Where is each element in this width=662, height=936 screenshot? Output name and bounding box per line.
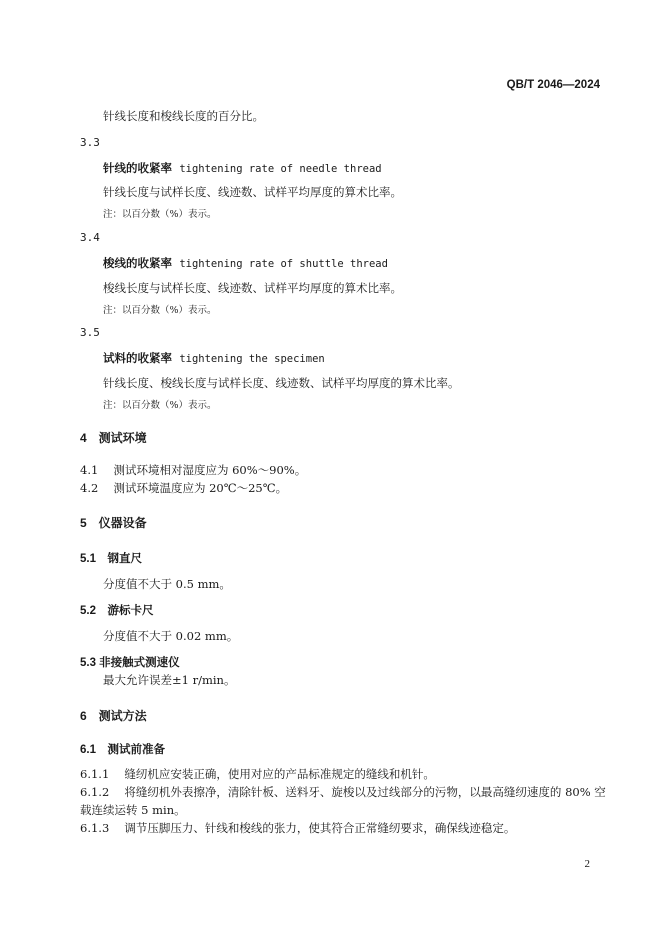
clause-6-1-3 xyxy=(80,820,515,836)
term-en: tightening rate of shuttle thread xyxy=(179,258,388,270)
term-cn: 试料的收紧率 xyxy=(103,353,172,365)
clause-number: 4.2 xyxy=(80,481,99,495)
term-en: tightening rate of needle thread xyxy=(179,163,382,175)
clause-number-3-4: 3.4 xyxy=(80,231,100,244)
note-3-5: 注：以百分数（%）表示。 xyxy=(103,400,217,411)
standard-code: QB/T 2046—2024 xyxy=(506,79,600,91)
clause-number: 6.1.1 xyxy=(80,767,110,781)
term-3-3 xyxy=(103,160,382,176)
paragraph-3-2-continuation: 针线长度和梭线长度的百分比。 xyxy=(103,109,264,123)
clause-number-3-5: 3.5 xyxy=(80,326,100,339)
clause-4-1 xyxy=(80,462,306,478)
clause-text: 测试环境相对湿度应为 60%～90%。 xyxy=(113,463,307,477)
clause-number: 6.1.3 xyxy=(80,821,110,835)
section-heading-4: 4 测试环境 xyxy=(80,431,147,445)
subsection-heading-6-1: 6.1 测试前准备 xyxy=(80,744,165,756)
section-heading-6: 6 测试方法 xyxy=(80,709,147,723)
text-5-3: 最大允许误差±1 r/min。 xyxy=(103,673,236,687)
subsection-heading-5-1: 5.1 钢直尺 xyxy=(80,553,142,565)
clause-text: 调节压脚压力、针线和梭线的张力，使其符合正常缝纫要求，确保线迹稳定。 xyxy=(124,821,516,835)
definition-3-4: 梭线长度与试样长度、线迹数、试样平均厚度的算术比率。 xyxy=(103,281,402,295)
clause-number-3-3: 3.3 xyxy=(80,136,100,149)
term-en: tightening the specimen xyxy=(179,353,325,365)
definition-3-5: 针线长度、梭线长度与试样长度、线迹数、试样平均厚度的算术比率。 xyxy=(103,376,460,390)
clause-number: 4.1 xyxy=(80,463,99,477)
term-cn: 针线的收紧率 xyxy=(103,163,172,175)
definition-3-3: 针线长度与试样长度、线迹数、试样平均厚度的算术比率。 xyxy=(103,185,402,199)
term-cn: 梭线的收紧率 xyxy=(103,258,172,270)
text-5-2: 分度值不大于 0.02 mm。 xyxy=(103,629,239,643)
text-5-1: 分度值不大于 0.5 mm。 xyxy=(103,577,231,591)
clause-6-1-2-continuation: 载连续运转 5 min。 xyxy=(80,803,186,817)
page-number: 2 xyxy=(584,858,590,870)
subsection-heading-5-2: 5.2 游标卡尺 xyxy=(80,605,154,617)
note-3-3: 注：以百分数（%）表示。 xyxy=(103,209,217,220)
clause-number: 6.1.2 xyxy=(80,785,110,799)
term-3-4 xyxy=(103,255,388,271)
clause-4-2 xyxy=(80,480,287,496)
subsection-heading-5-3: 5.3 非接触式测速仪 xyxy=(80,657,180,669)
term-3-5 xyxy=(103,350,325,366)
note-3-4: 注：以百分数（%）表示。 xyxy=(103,305,217,316)
clause-text: 测试环境温度应为 20℃～25℃。 xyxy=(113,481,288,495)
clause-6-1-1 xyxy=(80,766,435,782)
clause-6-1-2 xyxy=(80,784,606,800)
clause-text: 缝纫机应安装正确，使用对应的产品标准规定的缝线和机针。 xyxy=(124,767,435,781)
section-heading-5: 5 仪器设备 xyxy=(80,516,147,530)
clause-text: 将缝纫机外表擦净，清除针板、送料牙、旋梭以及过线部分的污物，以最高缝纫速度的 80% 空 xyxy=(124,785,606,799)
